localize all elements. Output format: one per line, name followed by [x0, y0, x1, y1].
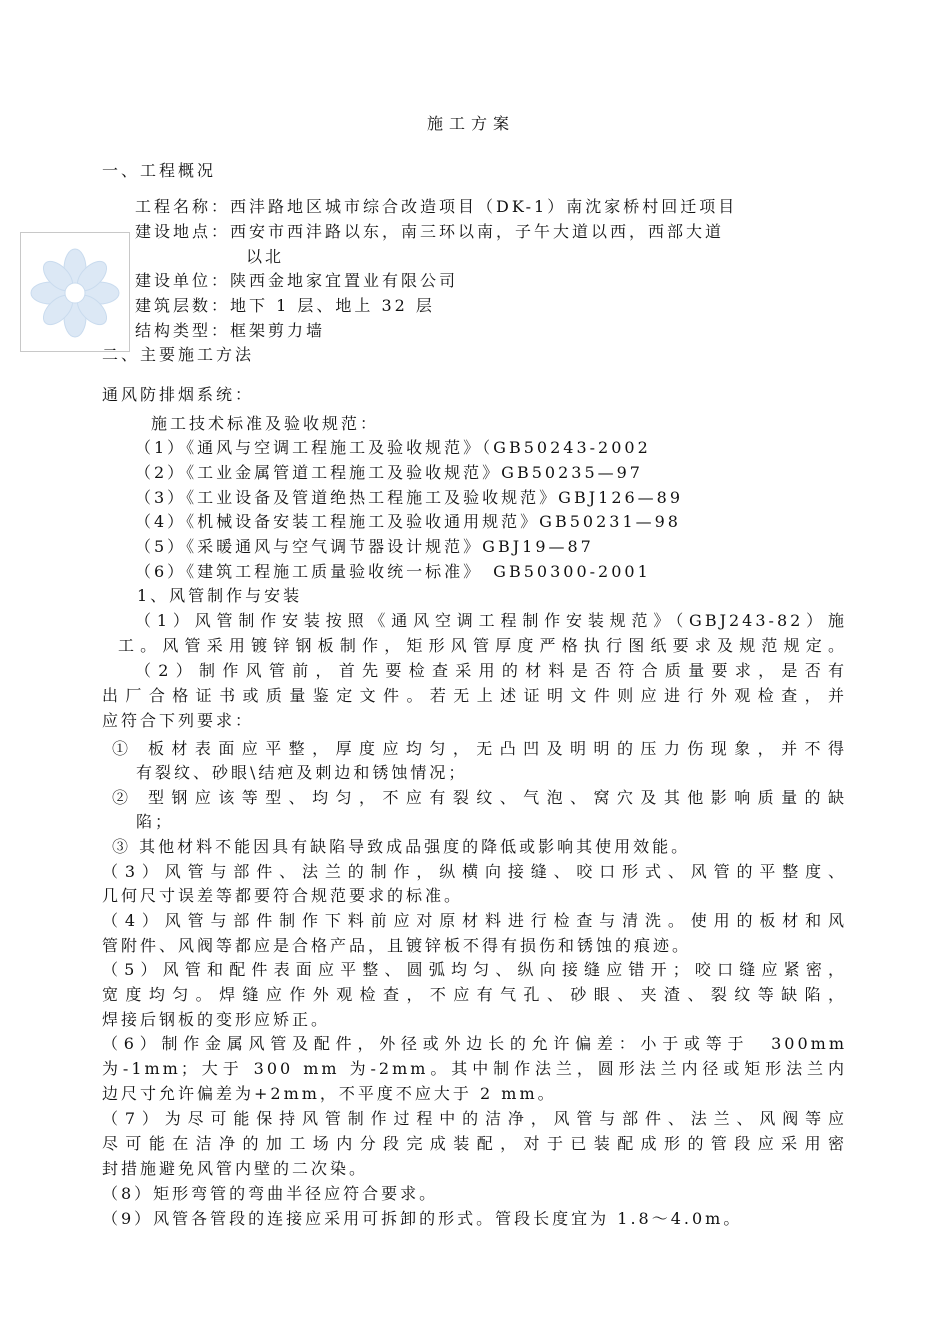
- paragraph-line: 工。风管采用镀锌钢板制作，矩形风管厚度严格执行图纸要求及规范规定。: [118, 636, 847, 655]
- site-line: 以北: [246, 247, 285, 266]
- structure-line: 结构类型：框架剪力墙: [135, 321, 326, 340]
- paragraph-line: 尽可能在洁净的加工场内分段完成装配，对于已装配成形的管段应采用密: [102, 1134, 847, 1153]
- list-item: 陷；: [136, 812, 175, 831]
- paragraph-line: 为-1mm；大于 300 mm 为-2mm。其中制作法兰，圆形法兰内径或矩形法兰内: [102, 1059, 847, 1078]
- page-title: 施工方案: [427, 114, 516, 133]
- paragraph-line: 几何尺寸误差等都要符合规范要求的标准。: [102, 886, 464, 905]
- section-heading: 一、工程概况: [102, 161, 217, 180]
- paragraph-line: （6）制作金属风管及配件，外径或外边长的允许偏差：小于或等于 300mm: [102, 1034, 847, 1053]
- paragraph-line: 边尺寸允许偏差为+2mm，不平度不应大于 2 mm。: [102, 1084, 557, 1103]
- project-name-line: 工程名称：西沣路地区城市综合改造项目（DK-1）南沈家桥村回迁项目: [135, 197, 738, 216]
- floors-line: 建筑层数：地下 1 层、地上 32 层: [135, 296, 435, 315]
- standard-item: （2）《工业金属管道工程施工及验收规范》GB50235—97: [135, 463, 643, 482]
- flower-icon: [29, 247, 121, 339]
- section-heading: 二、主要施工方法: [102, 345, 255, 364]
- paragraph-line: （4）风管与部件制作下料前应对原材料进行检查与清洗。使用的板材和风: [102, 911, 847, 930]
- standards-heading: 施工技术标准及验收规范：: [151, 414, 380, 433]
- paragraph-line: （5）风管和配件表面应平整、圆弧均匀、纵向接缝应错开；咬口缝应紧密，: [102, 960, 847, 979]
- paragraph-line: （8）矩形弯管的弯曲半径应符合要求。: [102, 1184, 439, 1203]
- system-heading: 通风防排烟系统：: [102, 385, 255, 404]
- list-item: ② 型钢应该等型、均匀，不应有裂纹、气泡、窝穴及其他影响质量的缺: [112, 788, 847, 807]
- paragraph-line: （1）风管制作安装按照《通风空调工程制作安装规范》（GBJ243-82）施: [135, 611, 847, 630]
- paragraph-line: （2）制作风管前，首先要检查采用的材料是否符合质量要求，是否有: [135, 661, 847, 680]
- paragraph-line: 管附件、风阀等都应是合格产品，且镀锌板不得有损伤和锈蚀的痕迹。: [102, 936, 692, 955]
- standard-item: （1）《通风与空调工程施工及验收规范》（GB50243-2002: [135, 438, 651, 457]
- standard-item: （6）《建筑工程施工质量验收统一标准》 GB50300-2001: [135, 562, 651, 581]
- paragraph-line: 应符合下列要求：: [102, 711, 255, 730]
- list-item: ① 板材表面应平整，厚度应均匀，无凸凹及明明的压力伤现象，并不得: [112, 739, 847, 758]
- standard-item: （3）《工业设备及管道绝热工程施工及验收规范》GBJ126—89: [135, 488, 684, 507]
- paragraph-line: 封措施避免风管内壁的二次染。: [102, 1159, 369, 1178]
- paragraph-line: （3）风管与部件、法兰的制作，纵横向接缝、咬口形式、风管的平整度、: [102, 862, 847, 881]
- watermark-logo: [20, 232, 130, 352]
- standard-item: （5）《采暖通风与空气调节器设计规范》GBJ19—87: [135, 537, 594, 556]
- paragraph-line: （7）为尽可能保持风管制作过程中的洁净，风管与部件、法兰、风阀等应: [102, 1109, 847, 1128]
- paragraph-line: 出厂合格证书或质量鉴定文件。若无上述证明文件则应进行外观检查，并: [102, 686, 847, 705]
- paragraph-line: 焊接后钢板的变形应矫正。: [102, 1010, 331, 1029]
- paragraph-line: 宽度均匀。焊缝应作外观检查，不应有气孔、砂眼、夹渣、裂纹等缺陷，: [102, 985, 847, 1004]
- list-item: 有裂纹、砂眼\结疤及刺边和锈蚀情况；: [136, 763, 468, 782]
- standard-item: （4）《机械设备安装工程施工及验收通用规范》GB50231—98: [135, 512, 681, 531]
- paragraph-line: （9）风管各管段的连接应采用可拆卸的形式。管段长度宜为 1.8～4.0m。: [102, 1209, 743, 1228]
- builder-line: 建设单位：陕西金地家宜置业有限公司: [135, 271, 459, 290]
- site-line: 建设地点：西安市西沣路以东，南三环以南，子午大道以西，西部大道: [135, 222, 725, 241]
- subsection-heading: 1、风管制作与安装: [137, 586, 303, 605]
- list-item: ③ 其他材料不能因具有缺陷导致成品强度的降低或影响其使用效能。: [112, 837, 691, 856]
